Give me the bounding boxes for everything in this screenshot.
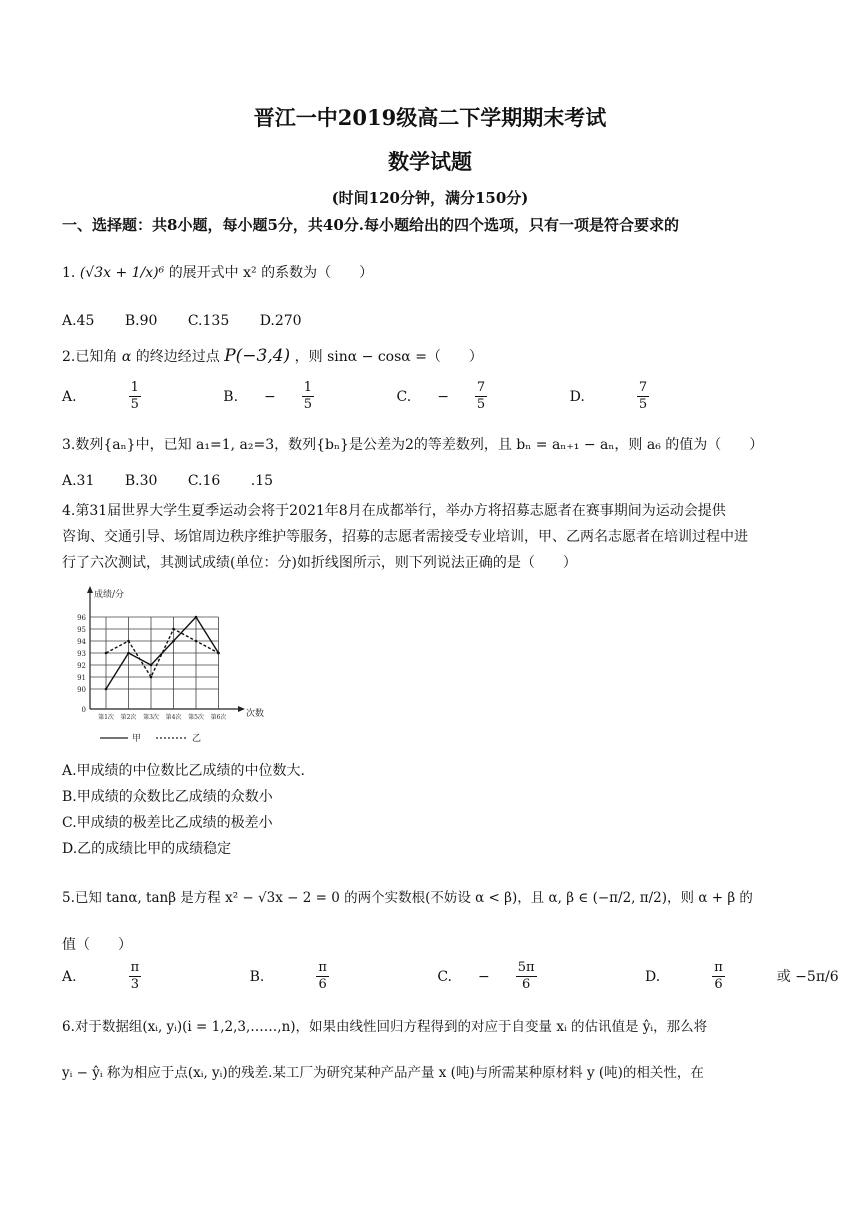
q5-option-c: C. − $\frac{5\pi}{6}$ [437,960,535,992]
time-note: (时间120分钟，满分150分) [331,189,529,207]
data-point [127,652,130,655]
question-6-line-1: 6.对于数据组(xᵢ, yᵢ)(i = 1,2,3,……,n)，如果由线性回归方程得到的对应于自变量 xᵢ 的估讯值是 ŷᵢ，那么将 [62,1019,708,1035]
q5-option-d: D. $\frac{\pi}{6}$ 或 −5π/6 [645,960,839,992]
q5-option-a: A. $\frac{\pi}{3}$ [62,960,140,992]
y-axis-label: 成绩/分 [94,590,125,600]
question-4-line-2: 咨询、交通引导、场馆周边秩序维护等服务，招募的志愿者需接受专业培训，甲、乙两名志愿者在培训过程中进 [62,529,748,545]
q3-option-b: B.30 [124,473,158,489]
q3-option-c: C.16 [187,473,221,489]
question-4-line-1: 4.第31届世界大学生夏季运动会将于2021年8月在成都举行，举办方将招募志愿者在赛事期间为运动会提供 [62,503,726,519]
q1-expression: (√3x + 1/x)⁶ [79,265,165,281]
question-6-line-2: yᵢ − ŷᵢ 称为相应于点(xᵢ, yᵢ)的残差.某工厂为研究某种产品产量 x (吨)与所需某种原材料 y (吨)的相关性，在 [62,1065,704,1081]
q2-point: P(−3,4) [224,346,291,366]
q3-option-a: A.31 [62,473,95,489]
exam-title: 晋江一中2019级高二下学期期末考试 [253,105,607,130]
q1-option-d: D.270 [259,313,302,329]
x-tick-label: 第1次 [98,714,114,721]
q2-text-b: 的终边经过点 [135,349,220,365]
q2-options [62,380,802,413]
y-tick-label: 95 [77,626,86,634]
data-point [172,628,175,631]
question-3: 3.数列{aₙ}中，已知 a₁=1, a₂=3，数列{bₙ}是公差为2的等差数列，且 bₙ = aₙ₊₁ − aₙ，则 a₆ 的值为（ ） [62,437,764,453]
x-tick-label: 第5次 [188,714,204,721]
q1-option-c: C.135 [187,313,230,329]
x-tick-label: 第4次 [165,714,182,721]
question-5-line-2: 值（ ） [62,937,132,953]
data-point [127,640,130,643]
data-point [105,652,108,655]
y-tick-label: 90 [77,686,86,694]
exam-subtitle: 数学试题 [388,149,472,174]
q5-option-b: B. $\frac{\pi}{6}$ [249,960,327,992]
question-4-line-3: 行了六次测试，其测试成绩(单位：分)如折线图所示，则下列说法正确的是（ ） [62,555,577,571]
data-point [150,676,153,679]
q1-option-a: A.45 [62,313,95,329]
q5-options [62,960,839,993]
q2-option-d: D. $\frac{7}{5}$ [569,380,648,412]
data-point [150,664,153,667]
x-axis-arrow [238,706,245,712]
data-point [195,616,198,619]
q4-option-a: A.甲成绩的中位数比乙成绩的中位数大. [62,763,306,779]
y-tick-label: 0 [81,706,86,714]
data-point [172,640,175,643]
q1-options [62,310,802,332]
q4-option-b: B.甲成绩的众数比乙成绩的众数小 [62,789,273,805]
q4-option-d: D.乙的成绩比甲的成绩稳定 [62,841,232,857]
y-axis-arrow [87,586,93,593]
y-tick-label: 92 [77,662,86,670]
q4-option-c: C.甲成绩的极差比乙成绩的极差小 [62,815,273,831]
q2-option-a: A. $\frac{1}{5}$ [62,380,139,412]
data-point [217,652,220,655]
q3-option-d: .15 [250,473,274,489]
question-2 [62,345,802,368]
q2-option-b: B. − $\frac{1}{5}$ [223,380,313,412]
y-tick-label: 94 [77,638,86,646]
y-tick-label: 96 [77,614,86,622]
y-tick-label: 93 [77,650,86,658]
question-5-line-1: 5.已知 tanα, tanβ 是方程 x² − √3x − 2 = 0 的两个实数根(不妨设 α < β)，且 α, β ∈ (−π/2, π/2)，则 α + β 的 [62,890,753,906]
legend-label-jia: 甲 [132,734,142,744]
q2-option-c: C. − $\frac{7}{5}$ [396,380,486,412]
q2-text-c: ，则 sinα − cosα =（ ） [294,349,483,365]
data-point [195,640,198,643]
question-1 [62,262,802,284]
q3-options [62,470,802,492]
x-tick-label: 第6次 [210,714,227,721]
y-tick-label: 91 [77,674,86,682]
legend-label-yi: 乙 [192,734,202,744]
x-tick-label: 第3次 [143,714,159,721]
q1-text: 的展开式中 x² 的系数为（ ） [168,265,374,281]
q1-option-b: B.90 [124,313,158,329]
x-tick-label: 第2次 [120,714,137,721]
q1-prefix: 1. [62,265,76,281]
score-line-chart [70,585,280,750]
q2-alpha: α [121,349,132,365]
q2-text-a: 2.已知角 [62,349,118,365]
data-point [105,688,108,691]
x-axis-label: 次数 [246,709,265,719]
section-heading: 一、选择题：共8小题，每小题5分，共40分.每小题给出的四个选项，只有一项是符合要求的 [62,216,679,234]
